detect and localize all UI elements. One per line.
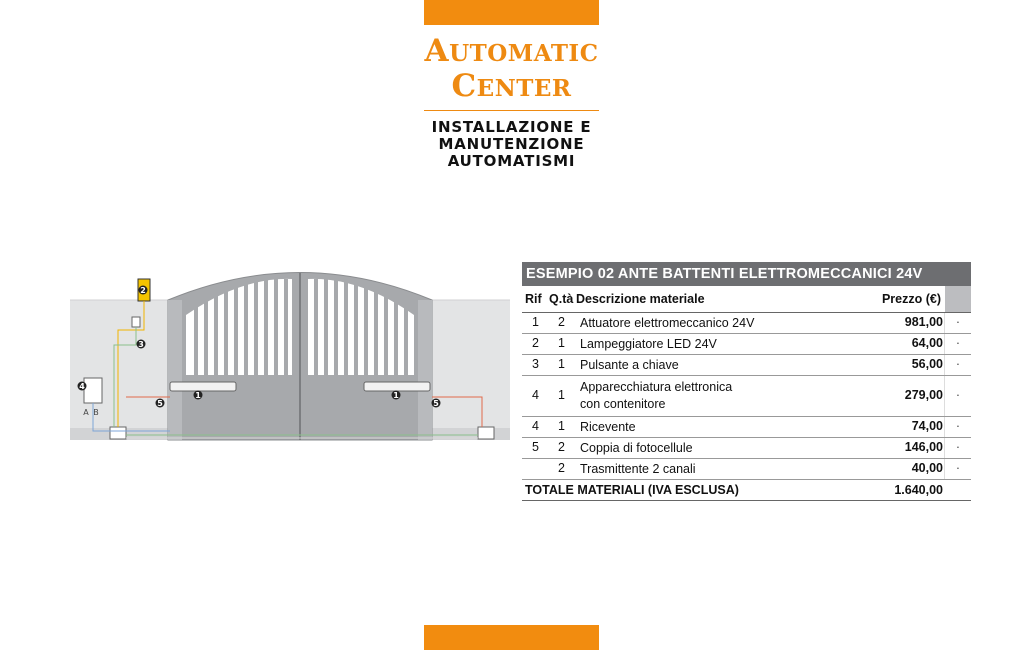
row-qta: 1	[558, 388, 565, 402]
row-description: Pulsante a chiave	[580, 358, 679, 372]
label-a: A	[83, 408, 89, 417]
price-table	[522, 262, 971, 501]
row-rif: 4	[532, 419, 539, 433]
key-switch	[132, 317, 140, 327]
logo-word-center: ENTER	[476, 75, 572, 102]
row-price: 64,00	[911, 336, 943, 350]
row-description: Trasmittente 2 canali	[580, 462, 696, 476]
row-divider	[944, 334, 945, 354]
table-row	[522, 438, 971, 459]
row-description: Attuatore elettromeccanico 24V	[580, 316, 755, 330]
header-qta: Q.tà	[549, 292, 574, 306]
row-qta: 2	[558, 440, 565, 454]
label-b: B	[93, 408, 99, 417]
row-mark: ·	[955, 461, 960, 475]
row-qta: 2	[558, 315, 565, 329]
tagline-line-2: MANUTENZIONE	[438, 135, 585, 153]
row-price: 74,00	[911, 419, 943, 433]
row-qta: 1	[558, 419, 565, 433]
table-row	[522, 355, 971, 376]
callout-3: 3	[138, 340, 144, 349]
logo-initial-a: A	[424, 33, 450, 69]
table-rows	[522, 313, 971, 480]
row-qta: 2	[558, 461, 565, 475]
table-total-row	[522, 480, 971, 501]
row-price: 146,00	[904, 440, 943, 454]
callout-1-right: 1	[393, 391, 399, 400]
header-rif: Rif	[525, 292, 542, 306]
table-row	[522, 417, 971, 438]
row-mark: ·	[955, 388, 960, 402]
row-divider	[944, 438, 945, 458]
header-description: Descrizione materiale	[576, 292, 705, 306]
left-pillar	[168, 300, 182, 440]
right-pillar	[418, 300, 432, 440]
left-actuator	[170, 382, 236, 391]
brand-logo	[424, 33, 599, 111]
row-mark: ·	[955, 336, 960, 350]
row-description: Coppia di fotocellule	[580, 441, 693, 455]
row-price: 40,00	[911, 461, 943, 475]
row-description: Lampeggiatore LED 24V	[580, 337, 717, 351]
table-row	[522, 459, 971, 480]
top-accent-bar	[424, 0, 599, 25]
callout-4: 4	[79, 382, 85, 391]
row-divider	[944, 376, 945, 416]
tagline-line-3: AUTOMATISMI	[447, 152, 576, 170]
row-mark: ·	[955, 419, 960, 433]
logo-line-2	[424, 68, 599, 106]
row-description: Apparecchiatura elettronica con contenitore	[580, 380, 733, 411]
logo-initial-c: C	[451, 68, 477, 104]
logo-line-1	[424, 33, 599, 71]
callout-5-left: 5	[157, 399, 163, 408]
row-rif: 5	[532, 440, 539, 454]
row-mark: ·	[955, 440, 960, 454]
right-photocell	[478, 427, 494, 439]
row-mark: ·	[955, 315, 960, 329]
table-title: ESEMPIO 02 ANTE BATTENTI ELETTROMECCANICI 24V	[522, 262, 971, 286]
gate-installation-diagram	[70, 255, 510, 450]
header-gray-cell	[945, 286, 971, 312]
callout-2: 2	[140, 286, 146, 295]
right-actuator	[364, 382, 430, 391]
row-divider	[944, 355, 945, 375]
total-value: 1.640,00	[894, 483, 943, 497]
row-qta: 1	[558, 357, 565, 371]
row-price: 981,00	[904, 315, 943, 329]
bottom-accent-bar	[424, 625, 599, 650]
row-divider	[944, 313, 945, 333]
row-rif: 1	[532, 315, 539, 329]
callout-1-left: 1	[195, 391, 201, 400]
row-rif: 2	[532, 336, 539, 350]
tagline-line-1: INSTALLAZIONE E	[431, 118, 592, 136]
row-divider	[944, 459, 945, 479]
control-box	[84, 378, 102, 403]
left-photocell	[110, 427, 126, 439]
table-row	[522, 376, 971, 417]
table-row	[522, 313, 971, 334]
row-rif: 4	[532, 388, 539, 402]
callout-5-right: 5	[433, 399, 439, 408]
row-divider	[944, 417, 945, 437]
row-price: 56,00	[911, 357, 943, 371]
table-header	[522, 286, 971, 313]
total-label: TOTALE MATERIALI (IVA ESCLUSA)	[525, 483, 739, 497]
row-rif: 3	[532, 357, 539, 371]
table-row	[522, 334, 971, 355]
row-price: 279,00	[904, 388, 943, 402]
row-qta: 1	[558, 336, 565, 350]
header-price: Prezzo (€)	[881, 292, 941, 306]
logo-word-automatic: UTOMATIC	[449, 40, 599, 67]
row-mark: ·	[955, 357, 960, 371]
row-description: Ricevente	[580, 420, 636, 434]
tagline	[414, 119, 609, 170]
logo-underline	[424, 110, 599, 111]
